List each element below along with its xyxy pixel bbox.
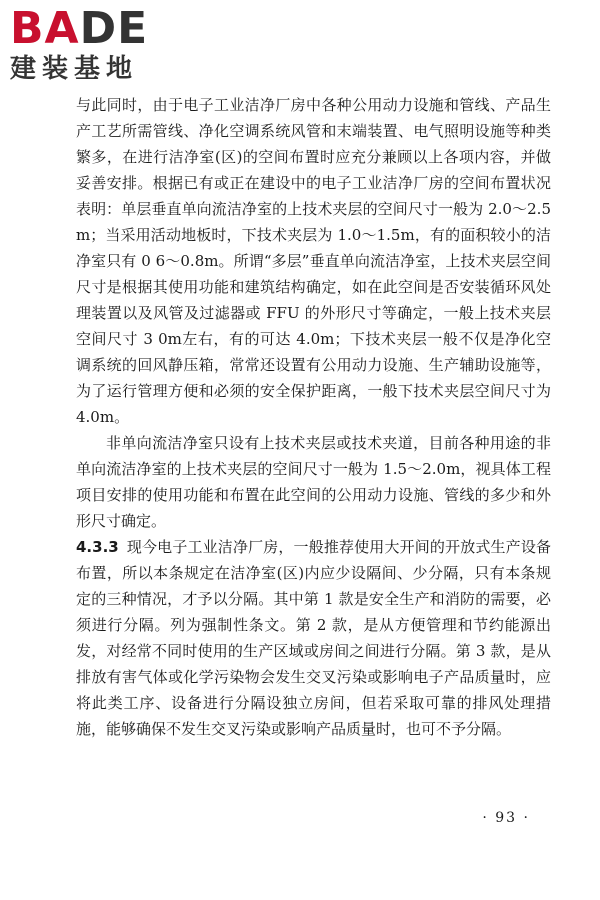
logo-subtitle: 建装基地	[10, 54, 139, 84]
logo-wordmark-accent: BA	[10, 3, 80, 54]
bade-logo	[10, 3, 180, 84]
clause-text: 现今电子工业洁净厂房，一般推荐使用大开间的开放式生产设备布置，所以本条规定在洁净室(区)内应少设隔间、少分隔，只有本条规定的三种情况，才予以分隔。其中第 1 款是安全生产和消防的需要，必须进行分隔。列为强制性条文。第 2 款，是从方便管理和节约能源出发，对经常不同时使用的生产区域或房间之间进行分隔。第 3 款，是从排放有害气体或化学污染物会发生交叉污染或影响电子产品质量时，应将此类工序、设备进行分隔设独立房间，但若采取可靠的排风处理措施，能够确保不发生交叉污染或影响产品质量时，也可不予分隔。	[76, 538, 551, 738]
document-body	[76, 92, 551, 742]
clause-number: 4.3.3	[76, 538, 119, 556]
paragraph-space-layout: 与此同时，由于电子工业洁净厂房中各种公用动力设施和管线、产品生产工艺所需管线、净化空调系统风管和末端装置、电气照明设施等种类繁多，在进行洁净室(区)的空间布置时应充分兼顾以上各项内容，并做妥善安排。根据已有或正在建设中的电子工业洁净厂房的空间布置状况表明：单层垂直单向流洁净室的上技术夹层的空间尺寸一般为 2.0～2.5m；当采用活动地板时，下技术夹层为 1.0～1.5m，有的面积较小的洁净室只有 0 6～0.8m。所谓“多层”垂直单向流洁净室，上技术夹层空间尺寸是根据其使用功能和建筑结构确定，如在此空间是否安装循环风处理装置以及风管及过滤器或 FFU 的外形尺寸等确定，一般上技术夹层空间尺寸 3 0m左右，有的可达 4.0m；下技术夹层一般不仅是净化空调系统的回风静压箱，常常还设置有公用动力设施、生产辅助设施等，为了运行管理方便和必须的安全保护距离，一般下技术夹层空间尺寸为 4.0m。	[76, 96, 551, 426]
page-number: · 93 ·	[482, 810, 530, 826]
clause-4-3-3	[76, 534, 551, 742]
logo-wordmark	[10, 3, 180, 54]
paragraph-non-unidirectional: 非单向流洁净室只设有上技术夹层或技术夹道，目前各种用途的非单向流洁净室的上技术夹层的空间尺寸一般为 1.5～2.0m，视具体工程项目安排的使用功能和布置在此空间的公用动力设施、管线的多少和外形尺寸确定。	[76, 434, 551, 530]
logo-wordmark-rest: DE	[79, 3, 149, 54]
